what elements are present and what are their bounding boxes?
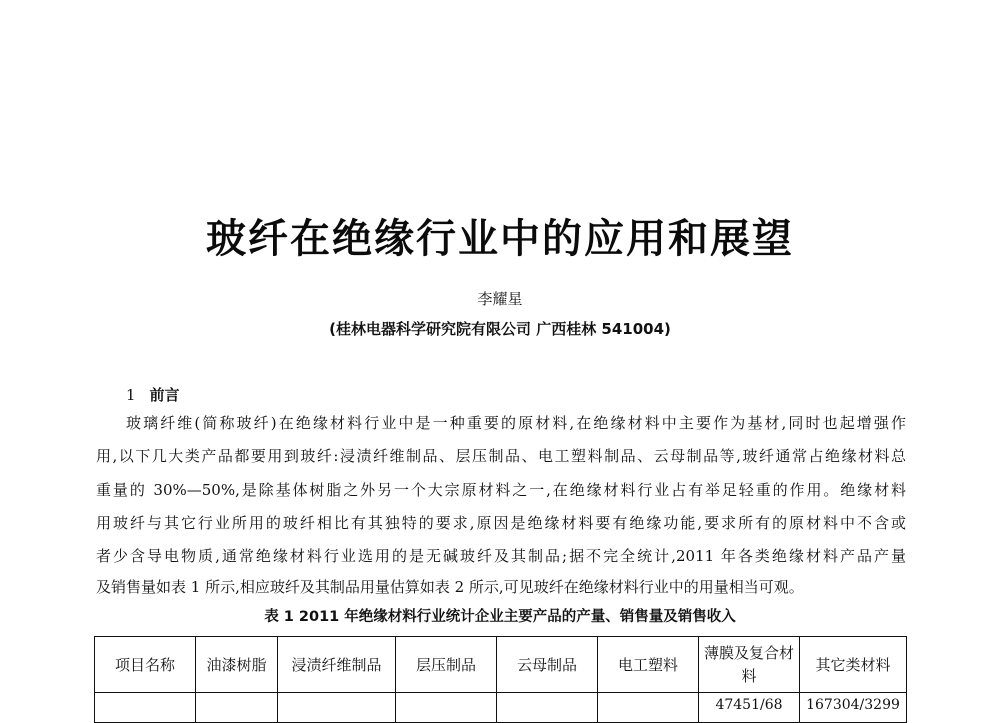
column-header: 项目名称 xyxy=(95,637,196,693)
column-header: 层压制品 xyxy=(396,637,497,693)
column-header: 云母制品 xyxy=(497,637,598,693)
paragraph-line: 者少含导电物质,通常绝缘材料行业选用的是无碱玻纤及其制品;据不完全统计,2011 年各类绝缘材料产品产量 xyxy=(96,547,906,565)
column-header: 薄膜及复合材料 xyxy=(699,637,800,693)
paragraph-line: 玻璃纤维(简称玻纤)在绝缘材料行业中是一种重要的原材料,在绝缘材料中主要作为基材,同时也起增强作 xyxy=(126,414,906,432)
column-header: 油漆树脂 xyxy=(196,637,278,693)
table-row xyxy=(95,693,907,723)
section-number: 1 xyxy=(126,386,136,404)
paragraph-line: 及销售量如表 1 所示,相应玻纤及其制品用量估算如表 2 所示,可见玻纤在绝缘材料行业中的用量相当可观。 xyxy=(96,578,804,596)
paragraph-line: 重量的 30%—50%,是除基体树脂之外另一个大宗原材料之一,在绝缘材料行业占有举足轻重的作用。绝缘材料 xyxy=(96,481,906,499)
table-cell xyxy=(95,693,196,723)
table-cell xyxy=(196,693,278,723)
section-title: 前言 xyxy=(149,386,180,404)
table-cell: 47451/68 xyxy=(699,693,800,723)
author-affiliation: (桂林电器科学研究院有限公司 广西桂林 541004) xyxy=(329,320,671,338)
table-caption: 表 1 2011 年绝缘材料行业统计企业主要产品的产量、销售量及销售收入 xyxy=(264,609,736,625)
author-name: 李耀星 xyxy=(477,290,523,308)
column-header: 其它类材料 xyxy=(800,637,907,693)
table-cell xyxy=(598,693,699,723)
table-header-row xyxy=(95,637,907,693)
paragraph-line: 用玻纤与其它行业所用的玻纤相比有其独特的要求,原因是绝缘材料要有绝缘功能,要求所有的原材料中不含或 xyxy=(96,514,906,532)
table-cell: 167304/3299 xyxy=(800,693,907,723)
paragraph-line: 用,以下几大类产品都要用到玻纤:浸渍纤维制品、层压制品、电工塑料制品、云母制品等,玻纤通常占绝缘材料总 xyxy=(96,447,906,465)
table-cell xyxy=(396,693,497,723)
section-heading xyxy=(126,384,180,405)
column-header: 浸渍纤维制品 xyxy=(278,637,396,693)
paper-title: 玻纤在绝缘行业中的应用和展望 xyxy=(206,216,794,262)
column-header: 电工塑料 xyxy=(598,637,699,693)
table-cell xyxy=(497,693,598,723)
table-cell xyxy=(278,693,396,723)
statistics-table xyxy=(94,636,907,723)
